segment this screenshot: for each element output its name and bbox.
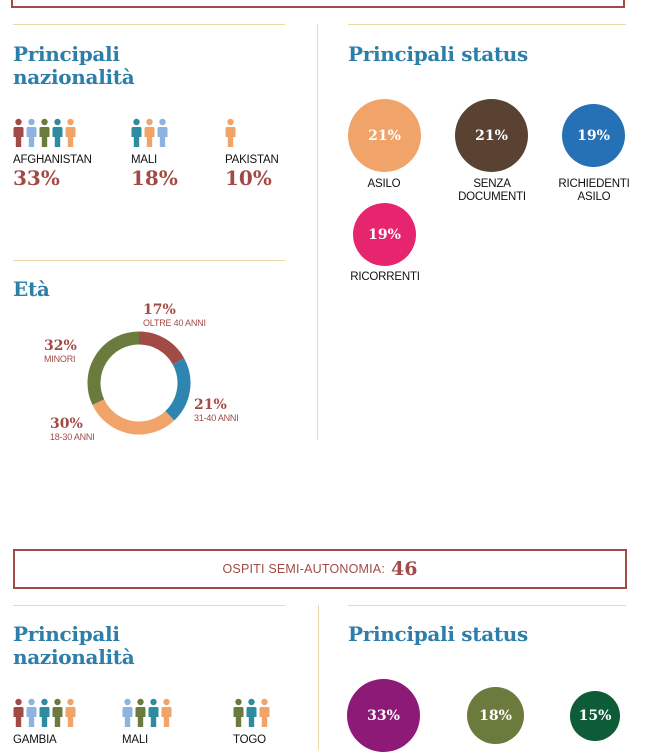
person-icon	[52, 698, 63, 728]
person-icon	[148, 698, 159, 728]
person-icon	[259, 698, 270, 728]
age-percent: 17%	[143, 302, 176, 318]
status-circle: 19%	[562, 104, 625, 167]
nationalities-title: Principali nazionalità	[13, 622, 135, 669]
donut-slice	[94, 338, 139, 402]
divider	[13, 24, 285, 25]
people-icon-group	[122, 698, 172, 728]
nationality-item	[13, 698, 76, 746]
person-icon	[131, 118, 142, 148]
status-circle: 19%	[353, 203, 416, 266]
person-icon	[39, 698, 50, 728]
status-circle: 18%	[467, 687, 524, 744]
status-circle: 21%	[348, 99, 421, 172]
status-circle: 15%	[570, 691, 620, 741]
nationality-percent: 33%	[13, 166, 60, 190]
age-label-oltre40	[143, 303, 206, 328]
nationality-percent: 10%	[225, 166, 272, 190]
age-label-18-30	[50, 417, 95, 442]
status-item	[353, 203, 416, 266]
people-icon-group	[13, 118, 92, 148]
nationality-item	[233, 698, 270, 746]
nationality-item	[131, 118, 178, 190]
person-icon	[157, 118, 168, 148]
person-icon	[65, 698, 76, 728]
age-percent: 21%	[194, 397, 227, 413]
age-caption: 31-40 ANNI	[194, 413, 239, 423]
status-item	[455, 99, 528, 172]
person-icon	[135, 698, 146, 728]
age-caption: OLTRE 40 ANNI	[143, 318, 206, 328]
nationalities-list	[13, 118, 293, 198]
person-icon	[13, 118, 24, 148]
donut-slice	[98, 402, 170, 428]
age-percent: 30%	[50, 416, 83, 432]
top-frame-border	[11, 0, 625, 8]
person-icon	[26, 118, 37, 148]
person-icon	[246, 698, 257, 728]
nationality-item	[225, 118, 279, 190]
people-icon-group	[233, 698, 270, 728]
status-circle: 21%	[455, 99, 528, 172]
status-label: RICORRENTI	[350, 271, 420, 283]
divider	[348, 24, 626, 25]
person-icon	[161, 698, 172, 728]
status-circle: 33%	[347, 679, 420, 752]
divider	[13, 605, 285, 606]
person-icon	[13, 698, 24, 728]
status-item	[347, 679, 420, 752]
column-divider	[318, 605, 319, 750]
status-item	[562, 104, 625, 167]
donut-slice	[170, 361, 184, 415]
age-donut-chart	[86, 330, 192, 436]
person-icon	[225, 118, 236, 148]
status-item	[570, 691, 620, 741]
status-title: Principali status	[348, 622, 528, 646]
age-caption: MINORI	[44, 354, 76, 364]
people-icon-group	[13, 698, 76, 728]
status-label: RICHIEDENTI ASILO	[558, 178, 630, 203]
age-label-31-40	[194, 398, 239, 423]
age-title: Età	[13, 277, 50, 301]
country-name: AFGHANISTAN	[13, 154, 92, 166]
divider	[348, 605, 626, 606]
country-name: GAMBIA	[13, 734, 57, 746]
divider	[13, 260, 285, 261]
status-title: Principali status	[348, 42, 528, 66]
status-item	[348, 99, 421, 172]
country-name: MALI	[122, 734, 149, 746]
semi-autonomy-banner	[13, 549, 627, 589]
people-icon-group	[131, 118, 178, 148]
person-icon	[52, 118, 63, 148]
person-icon	[122, 698, 133, 728]
person-icon	[26, 698, 37, 728]
age-percent: 32%	[44, 338, 77, 354]
age-label-minori	[44, 339, 77, 364]
status-item	[467, 687, 524, 744]
nationality-item	[13, 118, 92, 190]
banner-count: 46	[391, 558, 418, 580]
country-name: PAKISTAN	[225, 154, 279, 166]
person-icon	[65, 118, 76, 148]
person-icon	[233, 698, 244, 728]
column-divider	[317, 24, 318, 440]
person-icon	[144, 118, 155, 148]
status-label: SENZA DOCUMENTI	[458, 178, 526, 203]
age-caption: 18-30 ANNI	[50, 432, 95, 442]
nationality-percent: 18%	[131, 166, 178, 190]
country-name: MALI	[131, 154, 158, 166]
person-icon	[39, 118, 50, 148]
nationalities-title: Principali nazionalità	[13, 42, 135, 89]
donut-slice	[139, 338, 178, 361]
country-name: TOGO	[233, 734, 266, 746]
people-icon-group	[225, 118, 279, 148]
nationality-item	[122, 698, 172, 746]
banner-label: OSPITI SEMI-AUTONOMIA:	[222, 562, 386, 576]
status-label: ASILO	[367, 178, 401, 190]
